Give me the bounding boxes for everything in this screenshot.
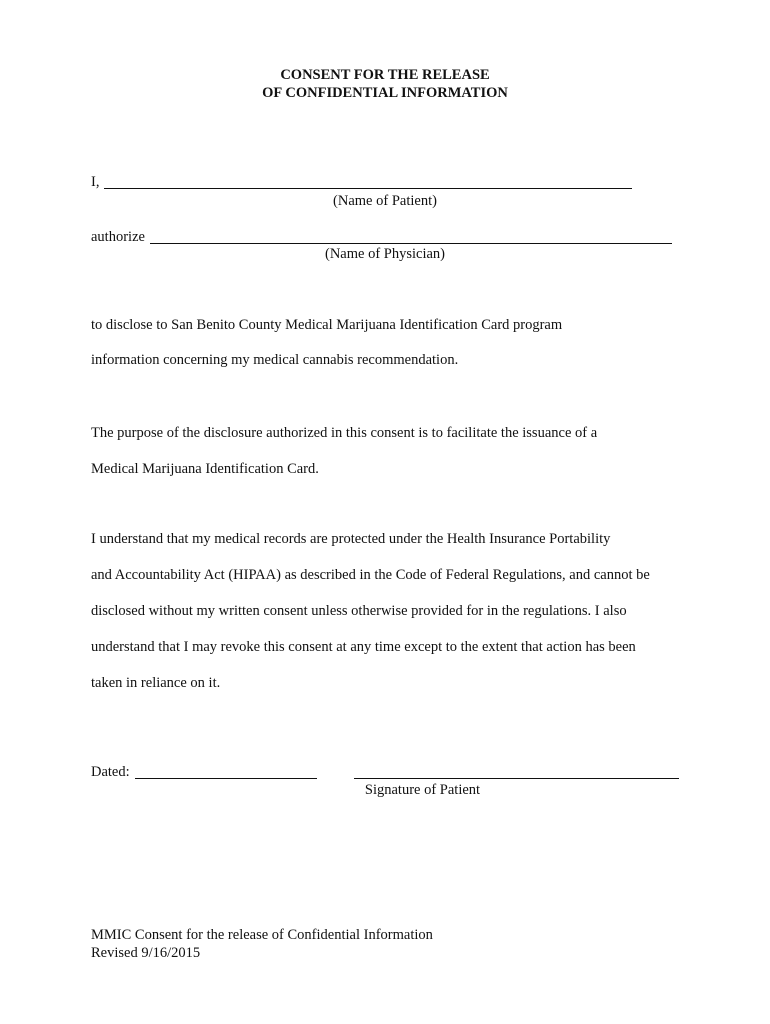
date-line[interactable]: [135, 778, 317, 779]
physician-name-caption: (Name of Physician): [325, 246, 445, 262]
paragraph-3-line-4: understand that I may revoke this consent at any time except to the extent that action has been: [91, 639, 636, 655]
paragraph-3-line-2: and Accountability Act (HIPAA) as described in the Code of Federal Regulations, and cannot be: [91, 567, 650, 583]
paragraph-2-line-1: The purpose of the disclosure authorized in this consent is to facilitate the issuance of a: [91, 425, 598, 441]
dated-label: Dated:: [91, 764, 130, 780]
paragraph-2-line-2: Medical Marijuana Identification Card.: [91, 461, 319, 477]
paragraph-1-line-1: to disclose to San Benito County Medical Marijuana Identification Card program: [91, 317, 563, 333]
signature-caption: Signature of Patient: [364, 782, 481, 798]
paragraph-3-line-1: I understand that my medical records are protected under the Health Insurance Portability: [91, 531, 611, 547]
physician-name-line[interactable]: [150, 243, 672, 244]
paragraph-3-line-3: disclosed without my written consent unless otherwise provided for in the regulations. I also: [91, 603, 627, 619]
footer-form-name: MMIC Consent for the release of Confidential Information: [91, 927, 433, 943]
paragraph-1-line-2: information concerning my medical cannabis recommendation.: [91, 352, 459, 368]
document-title-line-2: OF CONFIDENTIAL INFORMATION: [262, 85, 508, 101]
paragraph-3-line-5: taken in reliance on it.: [91, 675, 221, 691]
patient-name-line[interactable]: [104, 188, 632, 189]
patient-name-caption: (Name of Patient): [333, 193, 437, 209]
document-title-line-1: CONSENT FOR THE RELEASE: [280, 67, 490, 83]
signature-line[interactable]: [354, 778, 679, 779]
footer-revision-date: Revised 9/16/2015: [91, 945, 201, 961]
physician-field-prefix: authorize: [91, 229, 145, 245]
patient-field-prefix: I,: [91, 174, 100, 190]
